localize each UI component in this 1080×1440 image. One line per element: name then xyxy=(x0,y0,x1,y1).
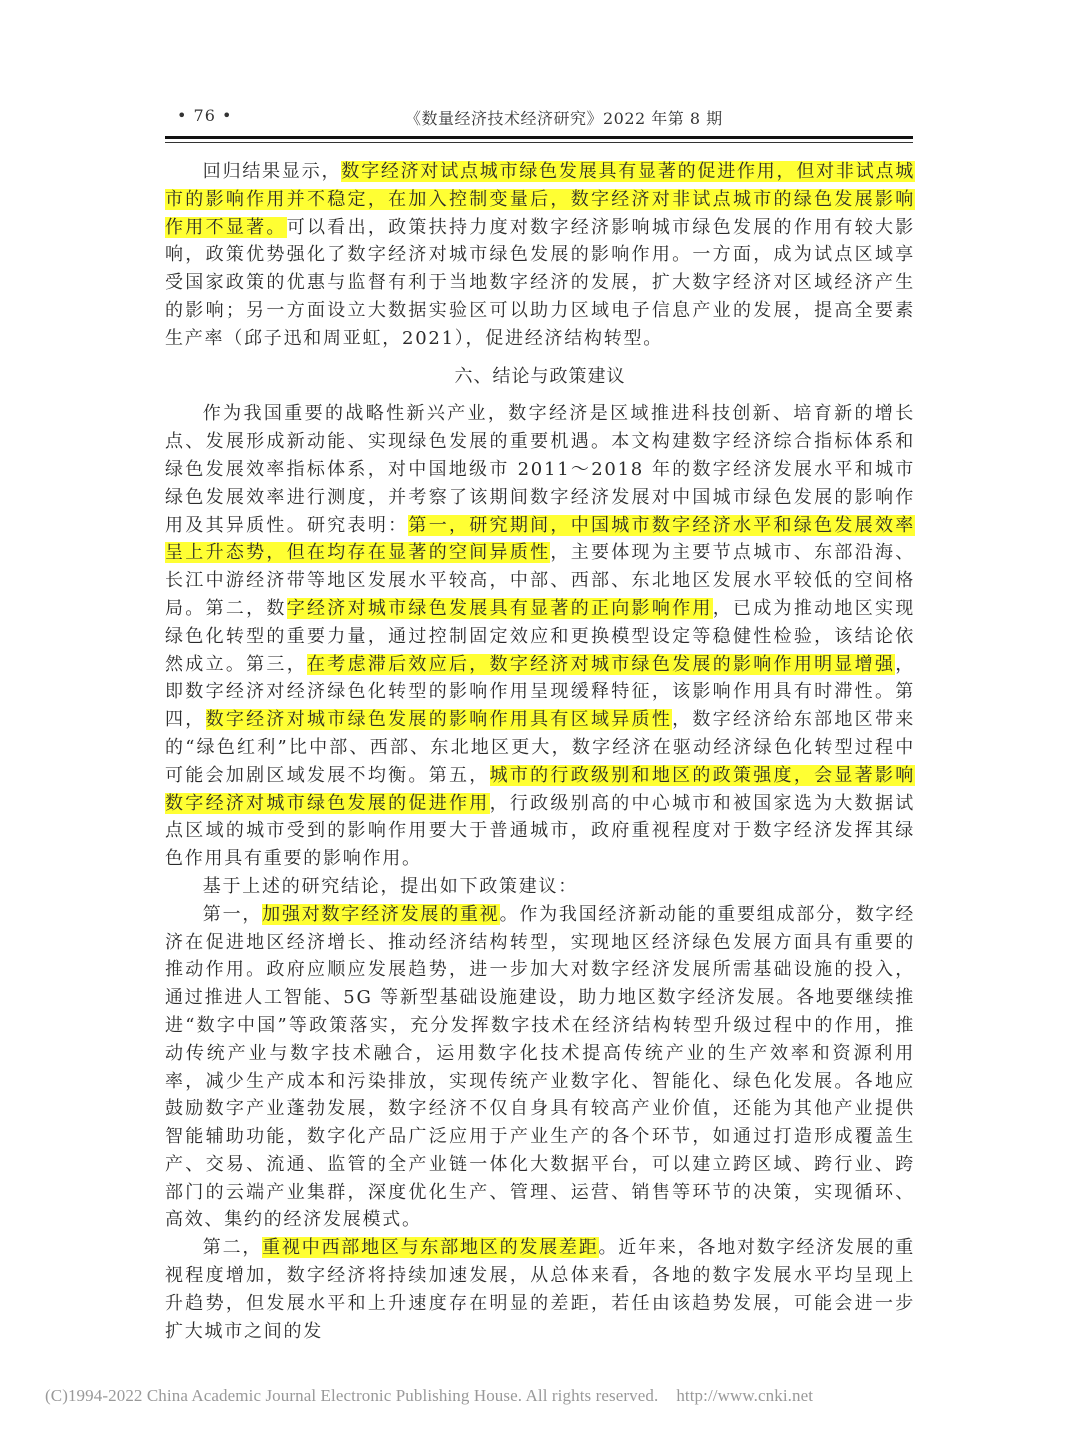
journal-title: 《数量经济技术经济研究》2022 年第 8 期 xyxy=(405,109,723,128)
body-text xyxy=(165,158,915,1345)
text-segment: ，行政级别高的中心城市和被国家选为大数据试点区域的城市受到的影响作用要大于普通城市，政府重视程度对于数字经济发挥其绿色作用具有重要的影响作用。 xyxy=(165,792,916,870)
page-number: • 76 • xyxy=(177,106,233,125)
text-segment: ，已成为推动地区实现绿色化转型的重要力量，通过控制固定效应和更换模型设定等稳健性检验，该结论依然成立。第三， xyxy=(165,597,916,675)
text-segment: ，数字经济给东部地区带来的“绿色红利”比中部、西部、东北地区更大，数字经济在驱动经济绿色化转型过程中可能会加剧区域发展不均衡。第五， xyxy=(165,709,916,786)
cnki-link[interactable]: http://www.cnki.net xyxy=(676,1386,814,1405)
paragraph xyxy=(165,901,915,1235)
section-heading: 六、结论与政策建议 xyxy=(454,365,626,387)
highlighted-text[interactable]: 加强对数字经济发展的重视 xyxy=(262,903,500,925)
highlighted-text[interactable]: 字经济对城市绿色发展具有显著的正向影响作用 xyxy=(286,597,713,619)
header-rule-thin xyxy=(165,142,913,143)
copyright-footer xyxy=(45,1386,1045,1406)
paragraph xyxy=(165,873,915,901)
text-segment: ，主要体现为主要节点城市、东部沿海、长江中游经济带等地区发展水平较高，中部、西部、东北地区发展水平较低的空间格局。第二，数 xyxy=(165,542,916,619)
highlighted-text[interactable]: 重视中西部地区与东部地区的发展差距 xyxy=(262,1237,599,1259)
running-header xyxy=(165,104,915,134)
text-segment: 第二， xyxy=(202,1237,263,1259)
text-segment: 。作为我国经济新动能的重要组成部分，数字经济在促进地区经济增长、推动经济结构转型，实现地区经济绿色发展方面具有重要的推动作用。政府应顺应发展趋势，进一步加大对数字经济发展所需基础设施的投入，通过推进人工智能、5G 等新型基础设施建设，助力地区数字经济发展。各地要继续推进“数字中国”等政策落实，充分发挥数字技术在经济结构转型升级过程中的作用，推动传统产业与数字技术融合，运用数字化技术提高传统产业的生产效率和资源利用率，减少生产成本和污染排放，实现传统产业数字化、智能化、绿色化发展。各地应鼓励数字产业蓬勃发展，数字经济不仅自身具有较高产业价值，还能为其他产业提供智能辅助功能，数字化产品广泛应用于产业生产的各个环节，如通过打造形成覆盖生产、交易、流通、监管的全产业链一体化大数据平台，可以建立跨区域、跨行业、跨部门的云端产业集群，深度优化生产、管理、运营、销售等环节的决策，实现循环、高效、集约的经济发展模式。 xyxy=(165,903,916,1231)
text-segment: 可以看出，政策扶持力度对数字经济影响城市绿色发展的作用有较大影响，政策优势强化了数字经济对城市绿色发展的影响作用。一方面，成为试点区域享受国家政策的优惠与监督有利于当地数字经济的发展，扩大数字经济对区域经济产生的影响；另一方面设立大数据实验区可以助力区域电子信息产业的发展，提高全要素生产率（邱子迅和周亚虹，2021），促进经济结构转型。 xyxy=(165,216,916,349)
text-segment: ，即数字经济对经济绿色化转型的影响作用呈现缓释特征，该影响作用具有时滞性。第四， xyxy=(165,653,916,731)
header-rule-thick xyxy=(165,136,913,139)
highlighted-text[interactable]: 第一，研究期间，中国城市数字经济水平和绿色发展效率呈上升态势，但在均存在显著的空间异质性 xyxy=(165,514,916,564)
highlighted-text[interactable]: 在考虑滞后效应后，数字经济对城市绿色发展的影响作用明显增强 xyxy=(307,653,896,675)
highlighted-text[interactable]: 数字经济对试点城市绿色发展具有显著的促进作用，但对非试点城市的影响作用并不稳定，在加入控制变量后，数字经济对非试点城市的绿色发展影响作用不显著。 xyxy=(165,161,916,238)
copyright-text: (C)1994-2022 China Academic Journal Electronic Publishing House. All rights reserved. xyxy=(45,1386,659,1405)
text-segment: 第一， xyxy=(202,903,263,925)
paragraph xyxy=(165,1234,915,1345)
paragraph xyxy=(165,400,915,873)
paragraph xyxy=(165,158,915,353)
highlighted-text[interactable]: 数字经济对城市绿色发展的影响作用具有区域异质性 xyxy=(205,709,673,731)
text-segment: 作为我国重要的战略性新兴产业，数字经济是区域推进科技创新、培育新的增长点、发展形成新动能、实现绿色发展的重要机遇。本文构建数字经济综合指标体系和绿色发展效率指标体系，对中国地级市 2011～2018 年的数字经济发展水平和城市绿色发展效率进行测度，并考察了该期间数字经济发展对中国城市绿色发展的影响作用及其异质性。研究表明： xyxy=(165,403,915,536)
text-segment: 基于上述的研究结论，提出如下政策建议： xyxy=(202,875,579,897)
highlighted-text[interactable]: 城市的行政级别和地区的政策强度，会显著影响数字经济对城市绿色发展的促进作用 xyxy=(165,764,916,814)
text-segment: 回归结果显示， xyxy=(202,161,342,182)
text-segment: 。近年来，各地对数字经济发展的重视程度增加，数字经济将持续加速发展，从总体来看，各地的数字发展水平均呈现上升趋势，但发展水平和上升速度存在明显的差距，若任由该趋势发展，可能会进一步扩大城市之间的发 xyxy=(165,1237,916,1342)
